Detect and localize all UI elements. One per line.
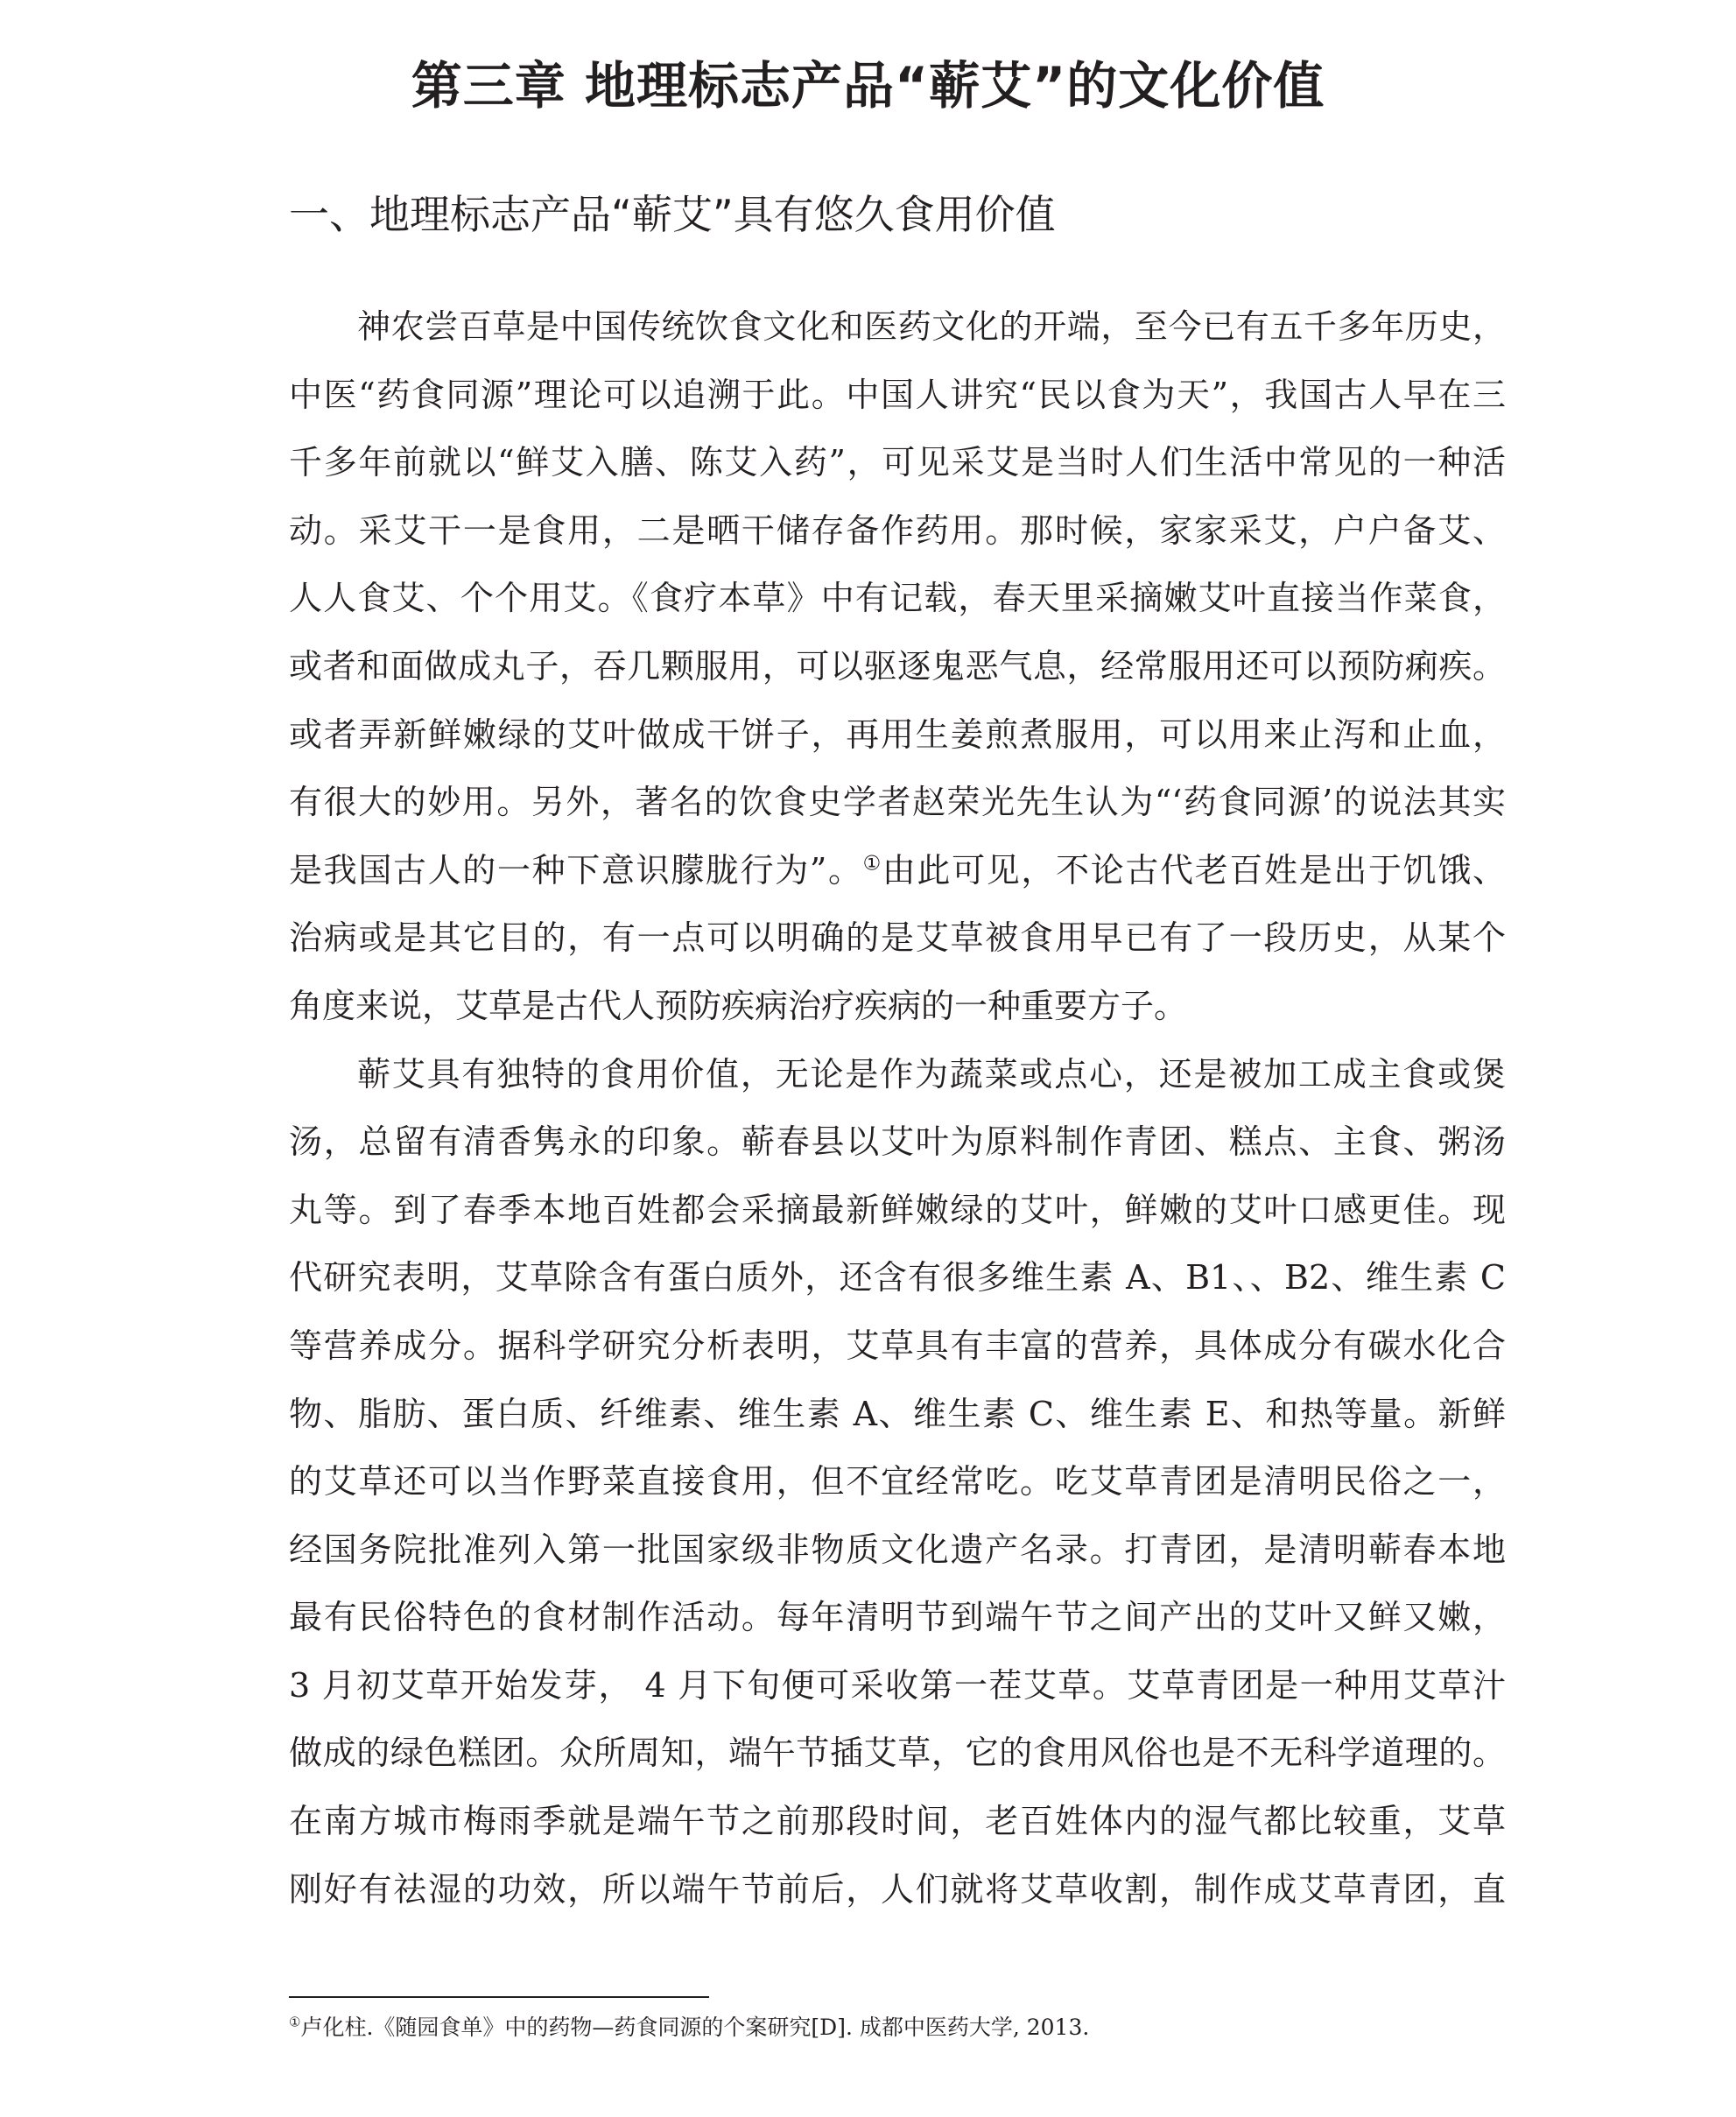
text-line: 的艾草还可以当作野菜直接食用，但不宜经常吃。吃艾草青团是清明民俗之一， — [289, 1462, 1506, 1502]
paragraph-1 — [289, 293, 1506, 1041]
text-line: 丸等。到了春季本地百姓都会采摘最新鲜嫩绿的艾叶，鲜嫩的艾叶口感更佳。现 — [289, 1190, 1506, 1229]
text-line: 神农尝百草是中国传统饮食文化和医药文化的开端，至今已有五千多年历史， — [357, 307, 1506, 346]
footnote-marker: ① — [289, 2014, 301, 2030]
text-line: 物、脂肪、蛋白质、纤维素、维生素 A、维生素 C、维生素 E、和热等量。新鲜 — [289, 1394, 1506, 1433]
text-line: 在南方城市梅雨季就是端午节之前那段时间，老百姓体内的湿气都比较重，艾草 — [289, 1802, 1506, 1841]
text-segment: 是我国古人的一种下意识朦胧行为”。 — [289, 850, 863, 890]
section-title: 一、地理标志产品“蕲艾”具有悠久食用价值 — [289, 191, 1056, 238]
text-line: 角度来说，艾草是古代人预防疾病治疗疾病的一种重要方子。 — [289, 986, 1188, 1025]
paragraph-2 — [289, 1041, 1506, 1924]
text-line: 有很大的妙用。另外，著名的饮食史学者赵荣光先生认为“‘药食同源’的说法其实 — [289, 783, 1506, 822]
footnote-text: 卢化柱.《随园食单》中的药物—药食同源的个案研究[D]. 成都中医药大学, 2013. — [300, 2015, 1090, 2040]
text-segment: 由此可见，不论古代老百姓是出于饥饿、 — [882, 850, 1506, 890]
text-line: 经国务院批准列入第一批国家级非物质文化遗产名录。打青团，是清明蕲春本地 — [289, 1530, 1506, 1569]
footnote-divider — [289, 1996, 709, 1998]
text-line: 汤，总留有清香隽永的印象。蕲春县以艾叶为原料制作青团、糕点、主食、粥汤 — [289, 1122, 1506, 1162]
text-line: 或者和面做成丸子，吞几颗服用，可以驱逐鬼恶气息，经常服用还可以预防痢疾。 — [289, 646, 1506, 686]
text-line: 中医“药食同源”理论可以追溯于此。中国人讲究“民以食为天”，我国古人早在三 — [289, 375, 1506, 414]
text-line: 3 月初艾草开始发芽， 4 月下旬便可采收第一茬艾草。艾草青团是一种用艾草汁 — [289, 1665, 1506, 1705]
body-text — [289, 293, 1506, 1924]
text-line: 做成的绿色糕团。众所周知，端午节插艾草，它的食用风俗也是不无科学道理的。 — [289, 1734, 1506, 1773]
text-line: 蕲艾具有独特的食用价值，无论是作为蔬菜或点心，还是被加工成主食或煲 — [357, 1054, 1506, 1094]
text-line: 千多年前就以“鲜艾入膳、陈艾入药”，可见采艾是当时人们生活中常见的一种活 — [289, 443, 1506, 482]
text-line: 动。采艾干一是食用，二是晒干储存备作药用。那时候，家家采艾，户户备艾、 — [289, 510, 1506, 550]
text-line: 治病或是其它目的，有一点可以明确的是艾草被食用早已有了一段历史，从某个 — [289, 918, 1506, 958]
footnote — [289, 2010, 1089, 2045]
footnote-marker[interactable]: ① — [862, 852, 882, 876]
text-line: 刚好有祛湿的功效，所以端午节前后，人们就将艾草收割，制作成艾草青团，直 — [289, 1869, 1506, 1909]
text-line: 人人食艾、个个用艾。《食疗本草》中有记载，春天里采摘嫩艾叶直接当作菜食， — [289, 579, 1506, 618]
chapter-title: 第三章 地理标志产品“蕲艾”的文化价值 — [411, 56, 1325, 116]
text-line: 或者弄新鲜嫩绿的艾叶做成干饼子，再用生姜煎煮服用，可以用来止泻和止血， — [289, 714, 1506, 754]
text-line-with-footnote — [289, 837, 1506, 905]
text-line: 最有民俗特色的食材制作活动。每年清明节到端午节之间产出的艾叶又鲜又嫩， — [289, 1598, 1506, 1637]
text-line: 等营养成分。据科学研究分析表明，艾草具有丰富的营养，具体成分有碳水化合 — [289, 1326, 1506, 1365]
text-line: 代研究表明，艾草除含有蛋白质外，还含有很多维生素 A、B1、、B2、维生素 C — [289, 1258, 1506, 1298]
